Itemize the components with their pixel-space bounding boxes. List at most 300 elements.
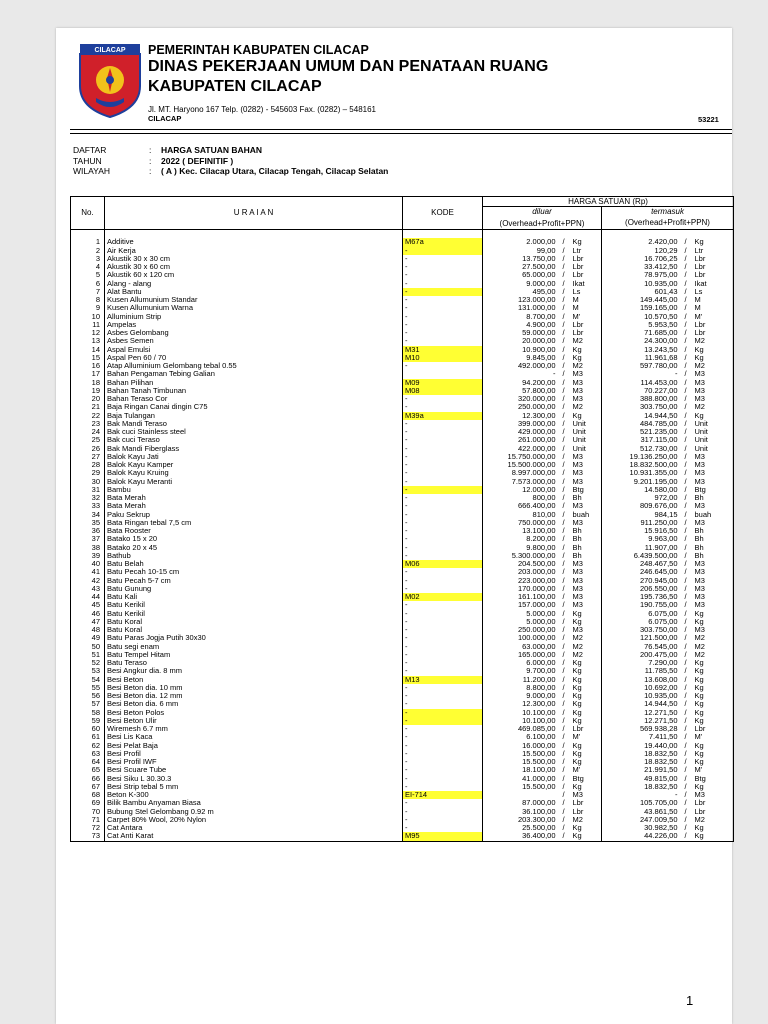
- row-code: -: [403, 775, 483, 783]
- row-price-excl: 16.000,00: [483, 742, 558, 750]
- row-slash: /: [684, 815, 687, 824]
- row-code: -: [403, 527, 483, 535]
- row-unit-excl: Lbr: [572, 799, 584, 808]
- row-code: EI-714: [403, 791, 483, 799]
- table-row: [71, 255, 734, 263]
- row-unit-incl: M2: [692, 651, 734, 659]
- row-description: Besi Angkur dia. 8 mm: [105, 667, 403, 675]
- row-description: Beton K-300: [105, 791, 403, 799]
- row-number: 48: [71, 626, 105, 634]
- row-unit-incl: Unit: [692, 436, 734, 444]
- row-description: Cat Antara: [105, 824, 403, 832]
- row-price-incl: 9.963,00: [602, 535, 680, 543]
- row-code: -: [403, 626, 483, 634]
- table-row: [71, 453, 734, 461]
- table-row: [71, 346, 734, 354]
- table-row: [71, 684, 734, 692]
- row-code: -: [403, 750, 483, 758]
- row-unit-incl: Bh: [692, 527, 734, 535]
- table-row: [71, 775, 734, 783]
- row-price-excl: 9.845,00: [483, 354, 558, 362]
- row-slash: /: [562, 667, 565, 676]
- row-slash: /: [562, 296, 565, 304]
- row-slash: /: [562, 791, 565, 799]
- row-description: Besi Strip tebal 5 mm: [105, 783, 403, 791]
- row-slash: /: [684, 527, 687, 535]
- row-number: 26: [71, 445, 105, 453]
- row-unit-incl: M3: [692, 453, 734, 461]
- row-unit-incl: Kg: [692, 709, 734, 717]
- table-row: [71, 519, 734, 527]
- row-price-excl: 6.000,00: [483, 659, 558, 667]
- row-number: 35: [71, 519, 105, 527]
- row-slash: /: [562, 345, 565, 354]
- row-description: Air Kerja: [105, 247, 403, 255]
- row-price-incl: 18.832,50: [602, 758, 680, 766]
- row-unit-incl: Kg: [692, 610, 734, 618]
- row-price-excl: 9.000,00: [483, 692, 558, 700]
- row-slash: /: [684, 263, 687, 271]
- row-description: Bahan Pilihan: [105, 379, 403, 387]
- row-unit-excl: Kg: [572, 708, 582, 717]
- row-price-excl: 36.100,00: [483, 808, 558, 816]
- row-slash: /: [562, 320, 565, 329]
- row-unit-incl: Lbr: [692, 808, 734, 816]
- row-number: 65: [71, 766, 105, 774]
- row-price-excl: 429.000,00: [483, 428, 558, 436]
- row-description: Bahan Tanah Timbunan: [105, 387, 403, 395]
- table-row: [71, 659, 734, 667]
- row-slash: /: [562, 337, 565, 346]
- row-unit-incl: Kg: [692, 692, 734, 700]
- row-price-incl: 30.982,50: [602, 824, 680, 832]
- row-slash: /: [562, 766, 565, 775]
- row-code: -: [403, 453, 483, 461]
- row-slash: /: [684, 741, 687, 750]
- row-price-excl: 495,00: [483, 288, 558, 296]
- row-description: Besi Beton: [105, 676, 403, 684]
- row-description: Batu Gunung: [105, 585, 403, 593]
- row-description: Batu Tempel Hitam: [105, 651, 403, 659]
- row-slash: /: [562, 642, 565, 651]
- row-slash: /: [562, 370, 565, 379]
- row-slash: /: [684, 692, 687, 700]
- row-number: 33: [71, 502, 105, 510]
- row-number: 36: [71, 527, 105, 535]
- price-table-body: [71, 238, 734, 841]
- row-code: -: [403, 337, 483, 345]
- row-unit-incl: Lbr: [692, 329, 734, 337]
- row-code: -: [403, 329, 483, 337]
- row-price-excl: 250.000,00: [483, 403, 558, 411]
- row-slash: /: [562, 428, 565, 436]
- row-slash: /: [562, 568, 565, 577]
- row-slash: /: [684, 279, 687, 288]
- row-unit-incl: Kg: [692, 354, 734, 362]
- row-unit-excl: Btg: [572, 485, 584, 494]
- row-price-incl: 512.730,00: [602, 445, 680, 453]
- row-code: -: [403, 255, 483, 263]
- row-code: -: [403, 568, 483, 576]
- row-slash: /: [684, 584, 687, 593]
- row-number: 67: [71, 783, 105, 791]
- row-slash: /: [562, 287, 565, 296]
- row-unit-incl: Lbr: [692, 725, 734, 733]
- row-code: -: [403, 469, 483, 477]
- header-government-line: PEMERINTAH KABUPATEN CILACAP: [148, 43, 369, 57]
- row-slash: /: [684, 320, 687, 329]
- row-slash: /: [684, 716, 687, 725]
- table-row: [71, 362, 734, 370]
- row-slash: /: [562, 386, 565, 395]
- row-number: 41: [71, 568, 105, 576]
- row-description: Bubung Stel Gelombang 0.92 m: [105, 808, 403, 816]
- table-row: [71, 370, 734, 378]
- row-unit-excl: Kg: [572, 683, 582, 692]
- row-unit-excl: Unit: [572, 419, 586, 428]
- row-unit-incl: M3: [692, 461, 734, 469]
- row-description: Asbes Gelombang: [105, 329, 403, 337]
- row-slash: /: [684, 642, 687, 651]
- table-row: [71, 329, 734, 337]
- table-row: [71, 486, 734, 494]
- row-slash: /: [562, 675, 565, 684]
- row-slash: /: [562, 444, 565, 453]
- row-price-excl: 165.000,00: [483, 651, 558, 659]
- row-code: M09: [403, 379, 483, 387]
- row-price-excl: 10.100,00: [483, 717, 558, 725]
- row-code: -: [403, 511, 483, 519]
- col-header-overhead-diluar: (Overhead+Profit+PPN): [483, 218, 602, 230]
- row-slash: /: [562, 304, 565, 313]
- row-code: -: [403, 808, 483, 816]
- row-number: 10: [71, 313, 105, 321]
- row-unit-incl: Lbr: [692, 263, 734, 271]
- row-slash: /: [562, 683, 565, 692]
- row-unit-excl: M3: [572, 395, 583, 403]
- row-price-excl: 250.000,00: [483, 626, 558, 634]
- row-description: Atap Alluminium Gelombang tebal 0.55: [105, 362, 403, 370]
- row-description: Batu Koral: [105, 618, 403, 626]
- meta-tahun-value: 2022 ( DEFINITIF ): [161, 156, 234, 166]
- row-unit-excl: Kg: [572, 824, 582, 832]
- row-price-incl: 14.944,50: [602, 412, 680, 420]
- row-unit-excl: Kg: [572, 411, 582, 420]
- row-unit-excl: Kg: [572, 659, 582, 667]
- row-slash: /: [562, 419, 565, 428]
- row-unit-excl: M3: [572, 378, 583, 387]
- table-row: [71, 304, 734, 312]
- row-unit-incl: Unit: [692, 428, 734, 436]
- row-code: -: [403, 428, 483, 436]
- row-slash: /: [684, 543, 687, 552]
- row-slash: /: [684, 271, 687, 280]
- row-number: 30: [71, 478, 105, 486]
- row-price-excl: 4.900,00: [483, 321, 558, 329]
- row-price-excl: 203.000,00: [483, 568, 558, 576]
- row-unit-incl: M: [692, 304, 734, 312]
- table-row: [71, 676, 734, 684]
- row-price-incl: 120,29: [602, 247, 680, 255]
- row-slash: /: [562, 477, 565, 486]
- row-slash: /: [562, 436, 565, 445]
- row-slash: /: [684, 403, 687, 412]
- table-row: [71, 824, 734, 832]
- row-price-excl: 20.000,00: [483, 337, 558, 345]
- row-number: 46: [71, 610, 105, 618]
- row-description: Batu Kali: [105, 593, 403, 601]
- row-price-incl: 18.832.500,00: [602, 461, 680, 469]
- row-code: -: [403, 478, 483, 486]
- row-description: Balok Kayu Jati: [105, 453, 403, 461]
- row-slash: /: [562, 593, 565, 601]
- row-price-incl: 10.931.355,00: [602, 469, 680, 477]
- row-price-incl: 70.227,00: [602, 387, 680, 395]
- row-unit-excl: M2: [572, 403, 583, 412]
- row-code: -: [403, 742, 483, 750]
- row-slash: /: [684, 766, 687, 775]
- meta-daftar-label: DAFTAR: [73, 145, 107, 155]
- row-price-incl: 14.944,50: [602, 700, 680, 708]
- row-number: 24: [71, 428, 105, 436]
- row-price-excl: 2.000,00: [483, 238, 558, 246]
- row-price-excl: 59.000,00: [483, 329, 558, 337]
- table-row: [71, 750, 734, 758]
- row-unit-excl: M': [572, 312, 581, 321]
- row-slash: /: [562, 461, 565, 469]
- row-slash: /: [684, 733, 687, 742]
- row-description: Kusen Allumunium Warna: [105, 304, 403, 312]
- row-price-incl: 248.467,50: [602, 560, 680, 568]
- table-row: [71, 544, 734, 552]
- row-price-incl: 2.420,00: [602, 238, 680, 246]
- row-slash: /: [562, 263, 565, 271]
- row-slash: /: [562, 510, 565, 519]
- row-code: -: [403, 247, 483, 255]
- row-price-incl: 10.935,00: [602, 692, 680, 700]
- row-slash: /: [562, 551, 565, 560]
- row-slash: /: [562, 560, 565, 568]
- row-price-excl: 203.300,00: [483, 816, 558, 824]
- row-price-incl: 7.411,50: [602, 733, 680, 741]
- row-slash: /: [684, 395, 687, 403]
- row-unit-excl: M3: [572, 601, 583, 610]
- row-code: -: [403, 659, 483, 667]
- row-code: M06: [403, 560, 483, 568]
- row-code: M02: [403, 593, 483, 601]
- row-unit-excl: Lbr: [572, 329, 584, 337]
- row-number: 50: [71, 643, 105, 651]
- row-unit-incl: M3: [692, 502, 734, 510]
- row-unit-incl: Bh: [692, 544, 734, 552]
- table-row: [71, 337, 734, 345]
- row-price-incl: 13.608,00: [602, 676, 680, 684]
- row-price-excl: 9.000,00: [483, 280, 558, 288]
- row-description: Batu Pecah 5-7 cm: [105, 577, 403, 585]
- row-description: Batako 20 x 45: [105, 544, 403, 552]
- header-regency-line: KABUPATEN CILACAP: [148, 78, 322, 95]
- row-price-incl: 18.832,50: [602, 783, 680, 791]
- row-slash: /: [684, 807, 687, 816]
- row-description: Besi Beton dia. 10 mm: [105, 684, 403, 692]
- row-unit-incl: M3: [692, 519, 734, 527]
- row-unit-excl: Lbr: [572, 254, 584, 263]
- row-number: 40: [71, 560, 105, 568]
- row-price-excl: 41.000,00: [483, 775, 558, 783]
- row-slash: /: [684, 370, 687, 379]
- row-number: 31: [71, 486, 105, 494]
- table-row: [71, 321, 734, 329]
- row-unit-incl: M': [692, 313, 734, 321]
- row-code: M67a: [403, 238, 483, 246]
- table-row: [71, 725, 734, 733]
- row-code: -: [403, 585, 483, 593]
- table-row: [71, 511, 734, 519]
- row-description: Besi Profil IWF: [105, 758, 403, 766]
- row-slash: /: [684, 246, 687, 255]
- table-row: [71, 816, 734, 824]
- row-price-incl: 19.136.250,00: [602, 453, 680, 461]
- row-slash: /: [684, 419, 687, 428]
- row-description: Batu Pecah 10-15 cm: [105, 568, 403, 576]
- row-slash: /: [562, 659, 565, 667]
- row-code: -: [403, 816, 483, 824]
- row-unit-excl: Kg: [572, 353, 582, 362]
- row-unit-excl: M2: [572, 650, 583, 659]
- row-slash: /: [684, 634, 687, 643]
- table-row: [71, 692, 734, 700]
- row-number: 13: [71, 337, 105, 345]
- row-slash: /: [684, 378, 687, 387]
- row-price-incl: 105.705,00: [602, 799, 680, 807]
- row-number: 52: [71, 659, 105, 667]
- row-unit-excl: Kg: [572, 675, 582, 684]
- row-price-incl: -: [602, 370, 680, 378]
- row-unit-excl: M3: [572, 452, 583, 461]
- row-unit-excl: Kg: [572, 617, 582, 626]
- row-slash: /: [684, 386, 687, 395]
- row-slash: /: [684, 436, 687, 445]
- row-number: 47: [71, 618, 105, 626]
- row-description: Aspal Emulsi: [105, 346, 403, 354]
- row-price-incl: 19.440,00: [602, 742, 680, 750]
- row-price-incl: 190.755,00: [602, 601, 680, 609]
- row-description: Wiremesh 6.7 mm: [105, 725, 403, 733]
- row-code: -: [403, 321, 483, 329]
- row-price-incl: 597.780,00: [602, 362, 680, 370]
- row-code: [403, 370, 483, 378]
- row-price-excl: 123.000,00: [483, 296, 558, 304]
- row-slash: /: [562, 815, 565, 824]
- row-price-incl: 11.907,00: [602, 544, 680, 552]
- row-price-incl: 12.271,50: [602, 709, 680, 717]
- row-code: -: [403, 733, 483, 741]
- row-description: Besi Pelat Baja: [105, 742, 403, 750]
- row-slash: /: [684, 551, 687, 560]
- row-code: -: [403, 618, 483, 626]
- row-price-incl: 5.953,50: [602, 321, 680, 329]
- row-code: -: [403, 692, 483, 700]
- row-code: -: [403, 362, 483, 370]
- row-description: Akustik 60 x 120 cm: [105, 271, 403, 279]
- row-description: Bathub: [105, 552, 403, 560]
- row-code: -: [403, 288, 483, 296]
- table-row: [71, 601, 734, 609]
- row-description: Alang - alang: [105, 280, 403, 288]
- row-number: 22: [71, 412, 105, 420]
- row-code: -: [403, 263, 483, 271]
- row-description: Bata Merah: [105, 502, 403, 510]
- row-unit-incl: Kg: [692, 742, 734, 750]
- row-price-incl: 484.785,00: [602, 420, 680, 428]
- row-slash: /: [562, 527, 565, 535]
- row-slash: /: [562, 403, 565, 412]
- row-unit-incl: Lbr: [692, 799, 734, 807]
- row-unit-incl: Kg: [692, 700, 734, 708]
- row-description: Baja Ringan Canai dingin C75: [105, 403, 403, 411]
- row-price-incl: 7.290,00: [602, 659, 680, 667]
- col-header-no: No.: [71, 197, 105, 230]
- row-slash: /: [684, 329, 687, 337]
- row-price-excl: 810,00: [483, 511, 558, 519]
- row-code: -: [403, 420, 483, 428]
- row-price-incl: 6.075,00: [602, 610, 680, 618]
- row-code: -: [403, 436, 483, 444]
- row-price-incl: 206.550,00: [602, 585, 680, 593]
- row-slash: /: [684, 494, 687, 502]
- row-number: 15: [71, 354, 105, 362]
- row-slash: /: [562, 576, 565, 585]
- row-code: -: [403, 544, 483, 552]
- row-price-incl: 49.815,00: [602, 775, 680, 783]
- row-price-incl: 10.692,00: [602, 684, 680, 692]
- row-slash: /: [562, 774, 565, 783]
- row-description: Baja Tulangan: [105, 412, 403, 420]
- meta-wilayah-value: ( A ) Kec. Cilacap Utara, Cilacap Tengah, Cilacap Selatan: [161, 166, 389, 176]
- header-address: Jl. MT. Haryono 167 Telp. (0282) - 545603 Fax. (0282) – 548161: [148, 105, 376, 114]
- row-number: 56: [71, 692, 105, 700]
- row-slash: /: [562, 708, 565, 717]
- table-row: [71, 626, 734, 634]
- row-slash: /: [562, 485, 565, 494]
- row-price-excl: 8.800,00: [483, 684, 558, 692]
- row-price-incl: 14.580,00: [602, 486, 680, 494]
- row-code: -: [403, 601, 483, 609]
- row-price-excl: 223.000,00: [483, 577, 558, 585]
- row-slash: /: [684, 518, 687, 527]
- row-price-excl: 15.750.000,00: [483, 453, 558, 461]
- row-slash: /: [562, 733, 565, 742]
- row-slash: /: [562, 254, 565, 263]
- row-slash: /: [562, 452, 565, 461]
- row-description: Bak Mandi Fiberglass: [105, 445, 403, 453]
- table-row: [71, 717, 734, 725]
- row-price-incl: 303.750,00: [602, 626, 680, 634]
- row-slash: /: [684, 287, 687, 296]
- row-slash: /: [684, 659, 687, 667]
- table-row: [71, 808, 734, 816]
- row-slash: /: [684, 601, 687, 610]
- row-price-incl: 121.500,00: [602, 634, 680, 642]
- row-number: 70: [71, 808, 105, 816]
- row-unit-incl: M3: [692, 370, 734, 378]
- col-header-harga-satuan: HARGA SATUAN (Rp): [483, 197, 734, 207]
- row-unit-excl: Bh: [572, 551, 582, 560]
- row-unit-incl: Bh: [692, 552, 734, 560]
- row-code: -: [403, 634, 483, 642]
- row-number: 2: [71, 247, 105, 255]
- row-description: Alat Bantu: [105, 288, 403, 296]
